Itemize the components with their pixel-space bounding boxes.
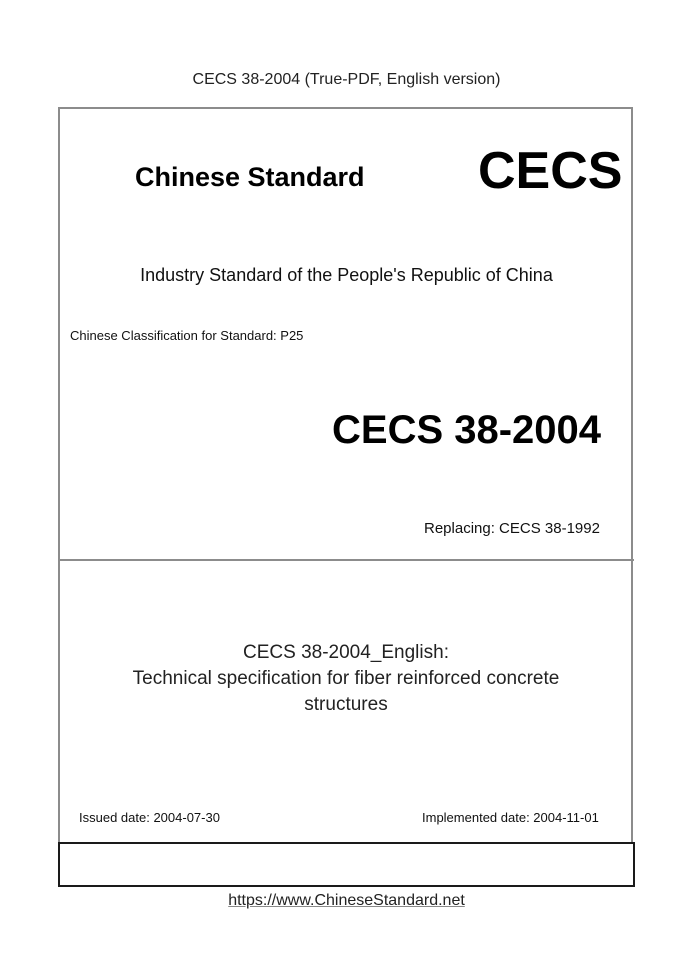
- standard-number: CECS 38-2004: [332, 408, 602, 452]
- cover-frame: [58, 107, 633, 843]
- document-header: CECS 38-2004 (True-PDF, English version): [192, 71, 501, 88]
- cover-divider: [58, 559, 634, 561]
- replacing-text: Replacing: CECS 38-1992: [424, 520, 600, 537]
- title-line-1: CECS 38-2004_English:: [243, 642, 449, 663]
- classification-text: Chinese Classification for Standard: P25: [70, 328, 304, 343]
- series-label: Chinese Standard: [135, 162, 365, 192]
- implemented-date: Implemented date: 2004-11-01: [422, 810, 599, 825]
- title-line-2: Technical specification for fiber reinforced concrete: [132, 668, 560, 689]
- cecs-logo-text: CECS: [478, 142, 623, 200]
- cover-bottom-box: [58, 842, 635, 887]
- document-title: [58, 640, 634, 718]
- issued-date: Issued date: 2004-07-30: [79, 810, 220, 825]
- industry-line: Industry Standard of the People's Republic of China: [140, 265, 553, 285]
- title-line-3: structures: [304, 694, 388, 715]
- footer-link[interactable]: https://www.ChineseStandard.net: [228, 892, 465, 909]
